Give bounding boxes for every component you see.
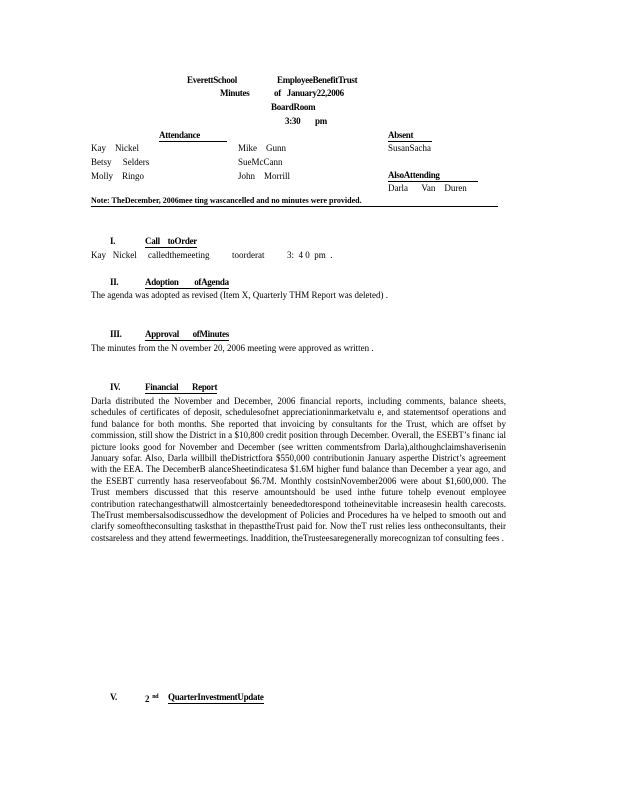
section-title: Financial Report — [145, 382, 218, 392]
section-title: QuarterInvestmentUpdate — [168, 692, 264, 702]
also-attending-heading: AlsoAttending — [388, 170, 478, 182]
attendee: Betsy Selders — [91, 157, 150, 167]
also-attending-name: Darla Van Duren — [388, 183, 467, 193]
attendee: Mike Gunn — [238, 143, 286, 153]
header-trust-name: EmployeeBenefitTrust — [277, 75, 358, 85]
header-location: BoardRoom — [271, 102, 316, 112]
section-body: Darla distributed the November and December, 2006 financial reports, including comments, balance sheets, schedules of certificates of deposit, schedulesofnet appreciationinmarketvalu e, and statementsof operations and fund balance for both months. She reported that invoicing by consultants for the Trust, which are offset by commission, still show the District in a $10,800 credit position through December. Overall, the ESEBT’s financ ial picture looks good for November and December (see written commentsfrom Darla),althoughclaimshaverisenin January sofar. Also, Darla willbill theDistrictfora $550,000 contributionin January asperthe District’s agreement with the EEA. The DecemberB alanceSheetindicatesa $1.6M higher fund balance than December a year ago, and the ESEBT currently hasa reserveofabout $6.7M. Monthly costsinNovember2006 were about $1,600,000. The Trust members discussed that this reserve amountshould be used inthe future tohelp evenout employee contribution ratechangesthatwill almostcertainly beneededtorespond totheinevitable increasesin health carecosts. TheTrust membersalsodiscussedhow the development of Policies and Procedures ha ve helped to smooth out and clarify someoftheconsulting tasksthat in thepasttheTrust paid for. Now theT rust relies less ontheconsultants, their costsareless and they attend fewermeetings. Inaddition, theTrusteesaregenerally morecognizan tof consulting fees . — [91, 396, 506, 543]
header-date: of January22,2006 — [274, 88, 344, 98]
attendee: John Morrill — [238, 171, 291, 181]
section-body: The agenda was adopted as revised (Item X, Quarterly THM Report was deleted) . — [91, 290, 388, 300]
section-title: Approval ofMinutes — [145, 329, 229, 339]
ordinal-number: 2 — [145, 694, 150, 704]
section-title: Adoption ofAgenda — [145, 277, 229, 287]
section-number: I. — [110, 236, 116, 246]
absent-name: SusanSacha — [388, 143, 431, 153]
section-number: III. — [110, 329, 122, 339]
attendee: Kay Nickel — [91, 143, 139, 153]
section-number: II. — [110, 277, 119, 287]
header-minutes: Minutes — [220, 88, 250, 98]
attendee: Molly Ringo — [91, 171, 145, 181]
header-time-pm: pm — [315, 116, 327, 126]
section-number: IV. — [110, 382, 121, 392]
header-time: 3:30 — [285, 116, 301, 126]
meeting-note: Note: TheDecember, 2006mee ting wascancelled and no minutes were provided. — [91, 196, 498, 207]
section-title: Call toOrder — [145, 236, 197, 246]
attendance-heading: Attendance — [159, 130, 227, 142]
section-number: V. — [110, 692, 117, 702]
section-body: Kay Nickel calledthemeeting toorderat 3: 4 0 pm . — [91, 250, 333, 260]
section-body: The minutes from the N ovember 20, 2006 meeting were approved as written . — [91, 343, 374, 353]
ordinal-suffix: nd — [152, 694, 159, 700]
attendee: SueMcCann — [238, 157, 283, 167]
absent-heading: Absent — [388, 130, 432, 142]
section-title-prefix — [145, 692, 158, 705]
header-org: EverettSchool — [187, 75, 237, 85]
